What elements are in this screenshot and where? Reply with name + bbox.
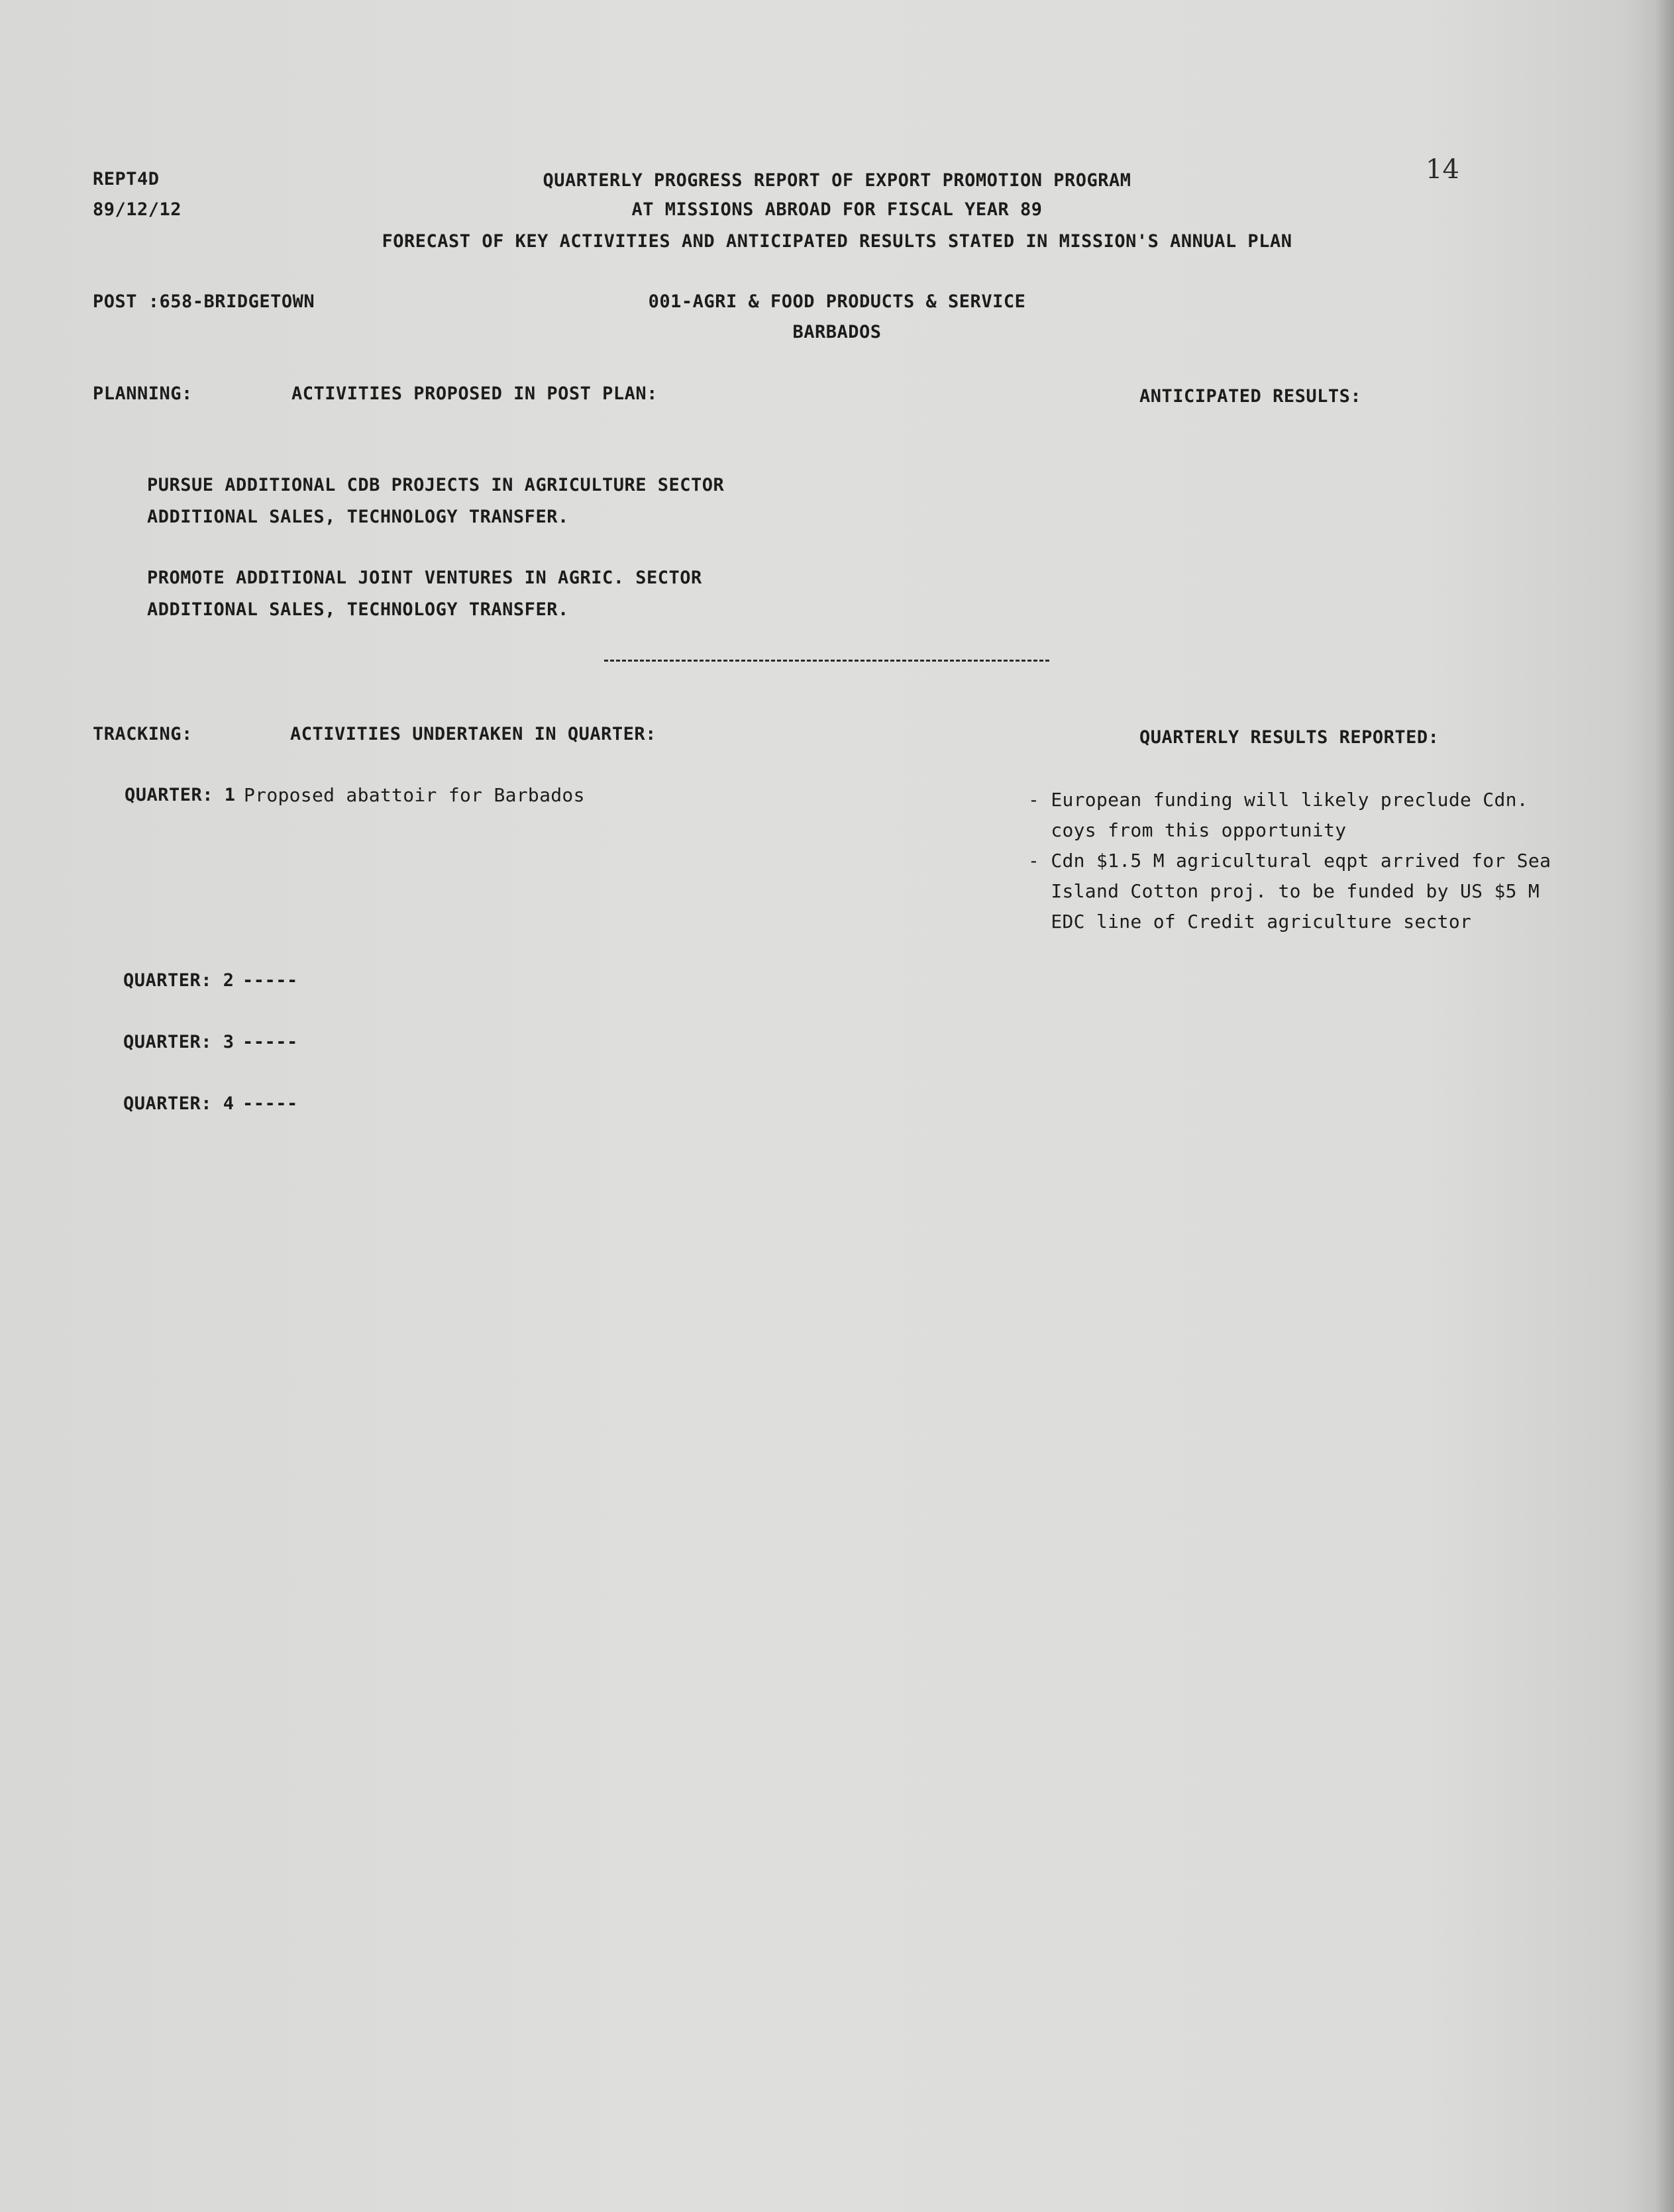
anticipated-results-heading: ANTICIPATED RESULTS: [1139,386,1362,407]
quarter-1-result-line: - European funding will likely preclude Cdn. [1028,789,1528,811]
page-number: 14 [1426,154,1459,185]
quarter-1-label: QUARTER: 1 [125,785,236,805]
quarter-1-result-line: coys from this opportunity [1028,819,1347,841]
section-divider [604,660,1049,662]
report-title-line3: FORECAST OF KEY ACTIVITIES AND ANTICIPATED RESULTS STATED IN MISSION'S ANNUAL PLAN [382,231,1292,252]
planning-item-2-line1: PROMOTE ADDITIONAL JOINT VENTURES IN AGRIC. SECTOR [147,568,702,588]
quarter-1-result-line: - Cdn $1.5 M agricultural eqpt arrived for Sea [1028,850,1551,872]
sector-label: 001-AGRI & FOOD PRODUCTS & SERVICE [648,291,1026,312]
report-date: 89/12/12 [93,199,182,220]
quarterly-results-heading: QUARTERLY RESULTS REPORTED: [1139,727,1439,748]
planning-item-1-line2: ADDITIONAL SALES, TECHNOLOGY TRANSFER. [147,507,569,527]
quarter-1-result-line: Island Cotton proj. to be funded by US $5 M [1028,880,1540,902]
quarter-1-result-line: EDC line of Credit agriculture sector [1028,911,1472,932]
tracking-activities-heading: ACTIVITIES UNDERTAKEN IN QUARTER: [290,724,656,744]
report-title-line1: QUARTERLY PROGRESS REPORT OF EXPORT PROMOTION PROGRAM [543,170,1131,191]
quarter-2-label: QUARTER: 2 [123,970,235,991]
quarter-3-activity: ----- [242,1032,298,1052]
planning-label: PLANNING: [93,383,193,404]
quarter-4-activity: ----- [242,1093,298,1114]
quarter-3-label: QUARTER: 3 [123,1032,235,1052]
tracking-label: TRACKING: [93,724,193,744]
report-title-line2: AT MISSIONS ABROAD FOR FISCAL YEAR 89 [631,199,1043,220]
quarter-1-activity: Proposed abattoir for Barbados [244,784,585,806]
post-label: POST :658-BRIDGETOWN [93,291,315,312]
quarter-2-activity: ----- [242,970,298,991]
planning-activities-heading: ACTIVITIES PROPOSED IN POST PLAN: [291,383,658,404]
planning-item-1-line1: PURSUE ADDITIONAL CDB PROJECTS IN AGRICULTURE SECTOR [147,475,725,495]
report-id: REPT4D [93,169,160,189]
country-label: BARBADOS [792,322,882,342]
quarter-4-label: QUARTER: 4 [123,1093,235,1114]
planning-item-2-line2: ADDITIONAL SALES, TECHNOLOGY TRANSFER. [147,599,569,620]
